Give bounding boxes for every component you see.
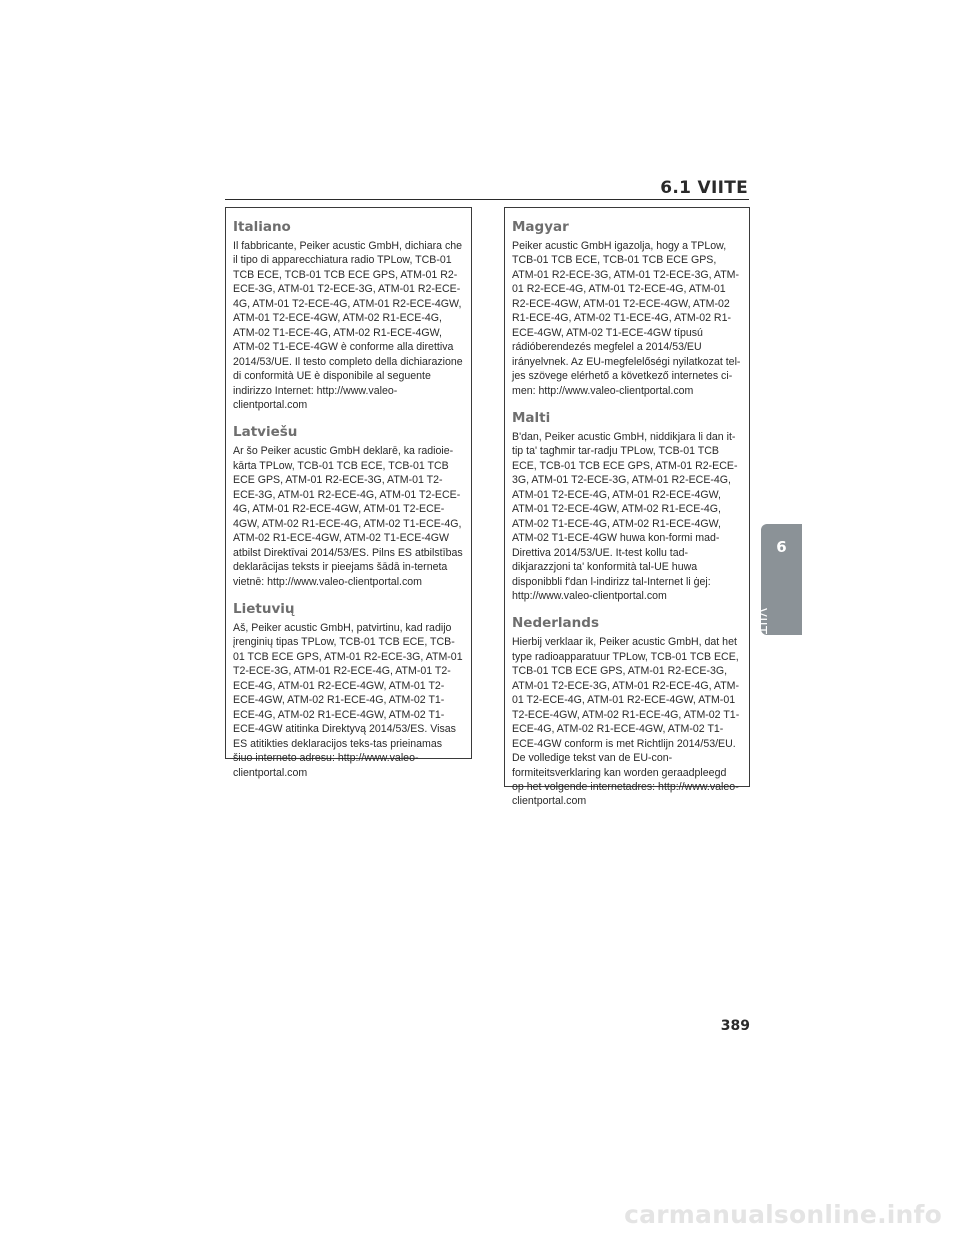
- section-text: Hierbij verklaar ik, Peiker acustic GmbH, dat het type radioapparatuur TPLow, TCB-01 TCB ECE, TCB-01 TCB ECE GPS, ATM-01 R2-ECE-3G, ATM-01 T2-ECE-3G, ATM-01 R2-ECE-4G, ATM-01 T2-ECE-4G, ATM-01 R2-ECE-4GW, ATM-01 T2-ECE-4GW, ATM-02 R1-ECE-4G, ATM-02 T1-ECE-4G, ATM-02 R1-ECE-4GW, ATM-02 T1-ECE-4GW conform is met Richtlijn 2014/53/EU. De volledige tekst van de EU-con-formiteitsverklaring kan worden geraadpleegd op het volgende internetadres: http://www.valeo-clientportal.com: [512, 636, 740, 808]
- chapter-side-tab: [753, 524, 802, 644]
- section-text: B'dan, Peiker acustic GmbH, niddikjara li dan it-tip ta' tagħmir tar-radju TPLow, TCB-01 TCB ECE, TCB-01 TCB ECE GPS, ATM-01 R2-ECE-3G, ATM-01 T2-ECE-3G, ATM-01 R2-ECE-4G, ATM-01 T2-ECE-4G, ATM-01 R2-ECE-4GW, ATM-01 T2-ECE-4GW, ATM-02 R1-ECE-4G, ATM-02 T1-ECE-4G, ATM-02 R1-ECE-4GW, ATM-02 T1-ECE-4GW huwa kon-formi mad-Direttiva 2014/53/UE. It-test kollu tad-dikjarazzjoni ta' konformità tal-UE huwa disponibbli f'dan l-indirizz tal-Internet li ġej: http://www.valeo-clientportal.com: [512, 430, 738, 602]
- section-text: Ar šo Peiker acustic GmbH deklarē, ka radioie-kārta TPLow, TCB-01 TCB ECE, TCB-01 TCB ECE GPS, ATM-01 R2-ECE-3G, ATM-01 T2-ECE-3G, ATM-01 R2-ECE-4G, ATM-01 T2-ECE-4G, ATM-01 R2-ECE-4GW, ATM-01 T2-ECE-4GW, ATM-02 R1-ECE-4G, ATM-02 T1-ECE-4G, ATM-02 R1-ECE-4GW, ATM-02 T1-ECE-4GW atbilst Direktīvai 2014/53/ES. Pilns ES atbilstības deklarācijas teksts ir pieejams šādā in-terneta vietnē: http://www.valeo-clientportal.com: [233, 445, 463, 588]
- left-column-box: [225, 207, 472, 779]
- section-text: Peiker acustic GmbH igazolja, hogy a TPLow, TCB-01 TCB ECE, TCB-01 TCB ECE GPS, ATM-01 R2-ECE-3G, ATM-01 T2-ECE-3G, ATM-01 R2-ECE-4G, ATM-01 T2-ECE-4G, ATM-01 R2-ECE-4GW, ATM-01 T2-ECE-4GW, ATM-02 R1-ECE-4G, ATM-02 T1-ECE-4G, ATM-02 R1-ECE-4GW, ATM-02 T1-ECE-4GW típusú rádióberendezés megfelel a 2014/53/EU irányelvnek. Az EU-megfelelőségi nyilatkozat tel-jes szövege elérhető a következő internetes ci-men: http://www.valeo-clientportal.com: [512, 240, 741, 397]
- section-magyar: [512, 219, 741, 398]
- section-italiano: [233, 219, 463, 412]
- section-latviesu: [233, 424, 463, 589]
- chapter-number: 6: [776, 538, 787, 556]
- section-heading: Latviešu: [233, 424, 298, 441]
- section-text: Il fabbricante, Peiker acustic GmbH, dichiara che il tipo di apparecchiatura radio TPLow, TCB-01 TCB ECE, TCB-01 TCB ECE GPS, ATM-01 R2-ECE-3G, ATM-01 T2-ECE-3G, ATM-01 R2-ECE-4G, ATM-01 T2-ECE-4G, ATM-01 R2-ECE-4GW, ATM-01 T2-ECE-4GW, ATM-02 R1-ECE-4G, ATM-02 T1-ECE-4G, ATM-02 R1-ECE-4GW, ATM-02 T1-ECE-4GW è conforme alla direttiva 2014/53/UE. Il testo completo della dichiarazione di conformità UE è disponibile al seguente indirizzo Internet: http://www.valeo-clientportal.com: [233, 240, 463, 411]
- page-header-title: 6.1 VIITE: [660, 178, 748, 198]
- right-column-box: [504, 207, 750, 808]
- section-malti: [512, 410, 741, 603]
- section-heading: Italiano: [233, 219, 291, 235]
- watermark: carmanualsonline.info: [624, 1200, 942, 1229]
- section-heading: Malti: [512, 409, 551, 426]
- section-heading: Lietuvių: [233, 600, 295, 617]
- page-number: 389: [720, 1018, 750, 1034]
- section-heading: Magyar: [512, 219, 569, 235]
- chapter-label: VIITE: [753, 608, 768, 644]
- header-divider: [225, 199, 749, 200]
- section-lietuviu: [233, 601, 463, 780]
- section-text: Aš, Peiker acustic GmbH, patvirtinu, kad radijo įrenginių tipas TPLow, TCB-01 TCB ECE, TCB-01 TCB ECE GPS, ATM-01 R2-ECE-3G, ATM-01 T2-ECE-3G, ATM-01 R2-ECE-4G, ATM-01 T2-ECE-4G, ATM-01 R2-ECE-4GW, ATM-01 T2-ECE-4GW, ATM-02 R1-ECE-4G, ATM-02 T1-ECE-4G, ATM-02 R1-ECE-4GW, ATM-02 T1-ECE-4GW atitinka Direktyvą 2014/53/ES. Visas ES atitikties deklaracijos teks-tas prieinamas šiuo interneto adresu: http://www.valeo-clientportal.com: [233, 621, 463, 779]
- section-nederlands: [512, 615, 741, 808]
- section-heading: Nederlands: [512, 615, 599, 632]
